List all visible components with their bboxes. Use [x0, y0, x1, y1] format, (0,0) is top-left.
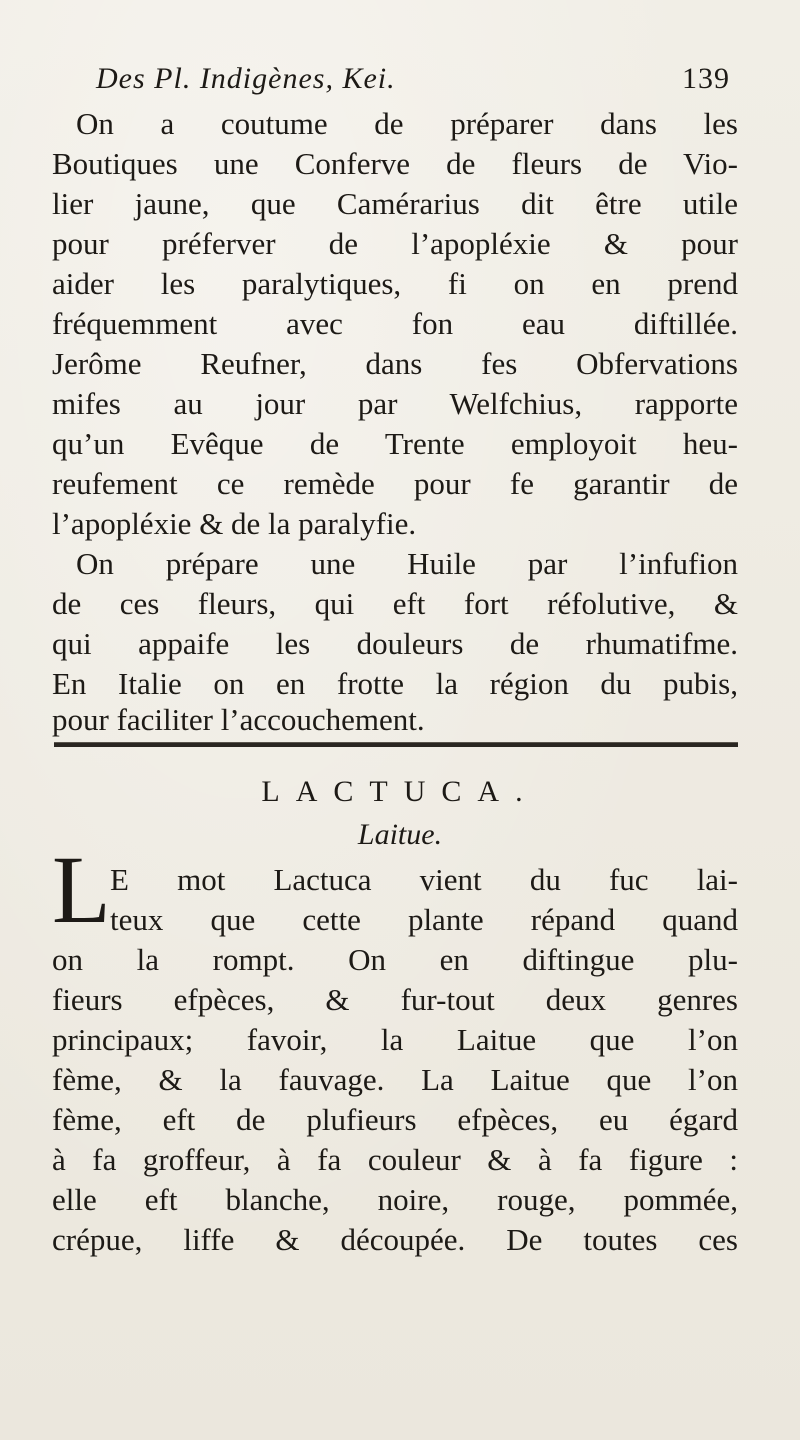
- text-line: fème, eft de plufieurs efpèces, eu égard: [52, 1102, 738, 1137]
- text-line: fème, & la fauvage. La Laitue que l’on: [52, 1062, 738, 1097]
- text-line: E mot Lactuca vient du fuc lai-: [110, 862, 738, 897]
- running-title: Des Pl. Indigènes, Kei.: [96, 62, 396, 95]
- text-line: teux que cette plante répand quand: [110, 902, 738, 937]
- text-line: qui appaife les douleurs de rhumatifme.: [52, 626, 738, 661]
- text-line: fieurs efpèces, & fur-tout deux genres: [52, 982, 738, 1017]
- text-line: On a coutume de préparer dans les: [76, 106, 738, 141]
- text-line: fréquemment avec fon eau diftillée.: [52, 306, 738, 341]
- text-line: Jerôme Reufner, dans fes Obfervations: [52, 346, 738, 381]
- text-line: pour faciliter l’accouchement.: [52, 702, 425, 737]
- text-line: En Italie on en frotte la région du pubis,: [52, 666, 738, 701]
- text-line: on la rompt. On en diftingue plu-: [52, 942, 738, 977]
- text-line: reufement ce remède pour fe garantir de: [52, 466, 738, 501]
- section-subtitle: Laitue.: [357, 818, 443, 851]
- horizontal-rule: [54, 742, 738, 747]
- text-line: lier jaune, que Camérarius dit être utile: [52, 186, 738, 221]
- running-header: [96, 62, 730, 106]
- text-line: l’apopléxie & de la paralyfie.: [52, 506, 417, 541]
- text-line: aider les paralytiques, fi on en prend: [52, 266, 738, 301]
- text-line: elle eft blanche, noire, rouge, pommée,: [52, 1182, 738, 1217]
- text-line: On prépare une Huile par l’infufion: [76, 546, 738, 581]
- text-line: qu’un Evêque de Trente employoit heu-: [52, 426, 738, 461]
- text-line: à fa groffeur, à fa couleur & à fa figure :: [52, 1142, 738, 1177]
- text-line: Boutiques une Conferve de fleurs de Vio-: [52, 146, 738, 181]
- text-line: de ces fleurs, qui eft fort réfolutive, &: [52, 586, 738, 621]
- page-number: 139: [682, 62, 730, 95]
- text-line: mifes au jour par Welfchius, rapporte: [52, 386, 738, 421]
- drop-cap: L: [52, 836, 111, 943]
- text-line: principaux; favoir, la Laitue que l’on: [52, 1022, 738, 1057]
- section-title: LACTUCA.: [261, 775, 539, 808]
- text-line: pour préferver de l’apopléxie & pour: [52, 226, 738, 261]
- text-line: crépue, liffe & découpée. De toutes ces: [52, 1222, 738, 1257]
